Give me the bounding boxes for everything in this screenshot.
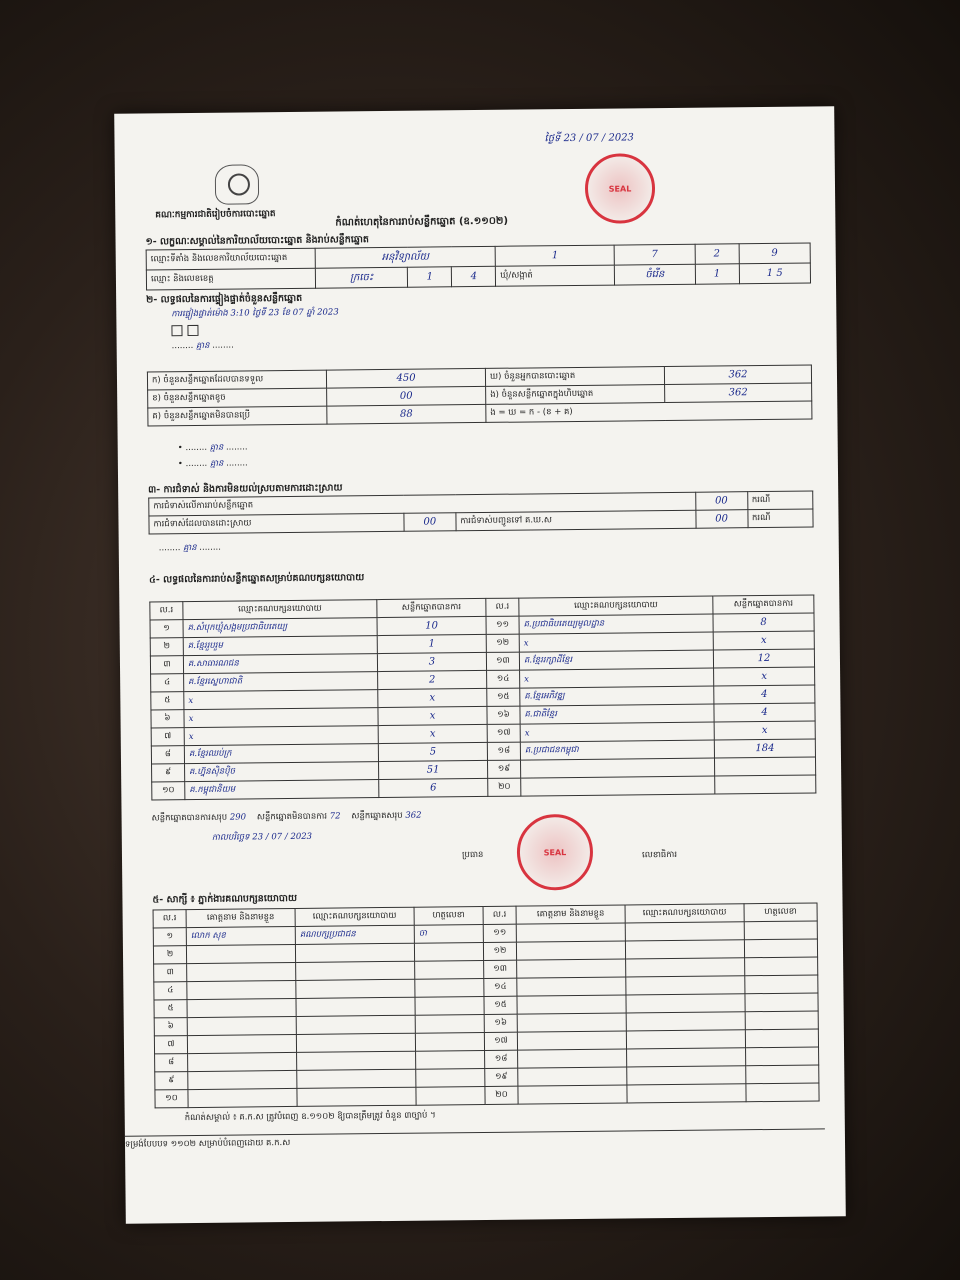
witness-no: ១១ xyxy=(483,924,516,942)
checkbox-checked xyxy=(171,325,182,336)
witness-sign xyxy=(746,1047,819,1066)
witness-name xyxy=(517,1031,626,1050)
stamp-date: ថ្ងៃទី 23 / 07 / 2023 xyxy=(544,132,634,145)
witness-party xyxy=(296,1015,415,1034)
col-no-header: ល.រ xyxy=(486,598,519,616)
vote-count: 2 xyxy=(378,670,487,689)
section1-row3-label: ឃុំ/សង្កាត់ xyxy=(496,265,615,286)
witness-sign xyxy=(744,939,817,958)
section2-time-line: ការផ្ទៀងផ្ទាត់ម៉ោង 3:10 ថ្ងៃទី 23 ខែ 07 ឆ្នាំ 2023 xyxy=(171,307,339,320)
witness-no: ៣ xyxy=(154,964,187,982)
witness-name xyxy=(187,980,296,999)
witness-no: ១៩ xyxy=(485,1068,518,1086)
vote-party: គ.សាធារណជន xyxy=(183,654,377,674)
witness-party xyxy=(626,994,745,1013)
witness-sign xyxy=(745,975,818,994)
witness-party xyxy=(296,961,415,980)
witness-party xyxy=(627,1048,746,1067)
witness-party xyxy=(627,1066,746,1085)
vote-no: ១២ xyxy=(486,634,519,652)
vote-party: គ.ខ្មែររួបរួម xyxy=(183,636,377,656)
row-e-value: 362 xyxy=(665,383,812,403)
vote-party: គ.ខ្មែរស្នេហាជាតិ xyxy=(184,672,378,692)
witness-sign xyxy=(746,1083,819,1102)
vote-party: គ.ខ្មែររក្សាដីខ្មែរ xyxy=(519,650,713,670)
witness-no: ២ xyxy=(153,946,186,964)
witness-party xyxy=(626,976,745,995)
witness-name xyxy=(517,1013,626,1032)
vote-no: ៧ xyxy=(151,728,184,746)
witness-party xyxy=(626,958,745,977)
vote-party: គ.ហ្វ៊ុនស៊ិនប៉ិច xyxy=(185,762,379,782)
national-emblem-icon xyxy=(215,164,259,204)
witness-name xyxy=(187,962,296,981)
row3-digit: 1 xyxy=(695,264,739,284)
vote-no: ១៤ xyxy=(487,670,520,688)
witness-party xyxy=(296,997,415,1016)
col-party-header: ឈ្មោះគណបក្សនយោបាយ xyxy=(295,907,414,926)
section1-row2-value: ក្រចេះ xyxy=(315,267,408,288)
vote-count: x xyxy=(714,721,815,740)
vote-count: x xyxy=(378,706,487,725)
section4-title: ៤- លទ្ធផលនៃការរាប់សន្លឹកឆ្នោតសម្រាប់គណបក្សនយោបាយ xyxy=(149,572,365,586)
vote-no: ១ xyxy=(150,620,183,638)
witness-no: ២០ xyxy=(485,1086,518,1104)
red-seal-bottom: SEAL xyxy=(517,814,594,891)
president-label: ប្រធាន xyxy=(461,849,484,861)
witness-sign xyxy=(745,993,818,1012)
col-votes-header: សន្លឹកឆ្នោតបានការ xyxy=(377,598,486,617)
witness-name xyxy=(188,1088,297,1107)
witness-no: ១៧ xyxy=(484,1032,517,1050)
col-party-header: ឈ្មោះគណបក្សនយោបាយ xyxy=(625,904,744,923)
section2-title: ២- លទ្ធផលនៃការផ្ទៀងផ្ទាត់ចំនួនសន្លឹកឆ្នោត xyxy=(146,292,303,306)
witness-name: លោក សុខ xyxy=(186,926,295,945)
witness-no: ១៤ xyxy=(484,978,517,996)
witness-name xyxy=(517,977,626,996)
remark-line-2: • ........ គ្មាន ........ xyxy=(177,458,248,470)
witness-party xyxy=(625,922,744,941)
code-digit: 9 xyxy=(739,243,811,264)
row-d-label: ឃ) ចំនួនអ្នកបានបោះឆ្នោត xyxy=(485,367,664,387)
witness-name xyxy=(517,959,626,978)
row-b-label: ខ) ចំនួនសន្លឹកឆ្នោតខូច xyxy=(148,388,327,408)
remark-line-1: • ........ គ្មាន ........ xyxy=(177,442,248,454)
vote-party: គ.សំបុកឃ្មុំសង្គមប្រជាធិបតេយ្យ xyxy=(183,618,377,638)
vote-party: គ.ជាតិខ្មែរ xyxy=(520,704,714,724)
vote-party: គ.ប្រជាជនកម្ពុជា xyxy=(520,740,714,760)
section3-note-line: ........ គ្មាន ........ xyxy=(158,542,221,554)
footer-note: កំណត់សម្គាល់ ៖ គ.ក.ស ត្រូវបំពេញ ឧ.១១០២ ឱ្យបានត្រឹមត្រូវ ចំនួន ៣ច្បាប់ ។ xyxy=(184,1110,436,1124)
vote-count: 4 xyxy=(714,703,815,722)
vote-party: x xyxy=(184,690,378,710)
vote-count: 184 xyxy=(714,739,815,758)
section1-title: ១- លក្ខណៈសម្គាល់នៃការិយាល័យបោះឆ្នោត និងរាប់សន្លឹកឆ្នោត xyxy=(145,234,369,248)
witness-name xyxy=(517,995,626,1014)
vote-party: x xyxy=(520,668,714,688)
witness-party xyxy=(626,1030,745,1049)
vote-count: 3 xyxy=(377,652,486,671)
witness-sign xyxy=(416,1068,485,1087)
vote-party: គ.ខ្មែរអភិវឌ្ឍ xyxy=(520,686,714,706)
secretary-label: លេខាធិការ xyxy=(641,849,678,861)
section2-note-line: ........ គ្មាន ........ xyxy=(171,340,234,352)
witness-no: ១៨ xyxy=(485,1050,518,1068)
vote-no: ១៧ xyxy=(487,724,520,742)
witness-sign xyxy=(416,1086,485,1105)
unit-label: ករណី xyxy=(747,509,813,528)
witness-no: ១៣ xyxy=(484,960,517,978)
vote-no: ២ xyxy=(150,638,183,656)
section1-row2-label: ឈ្មោះ និងលេខខេត្ត xyxy=(146,268,315,290)
section1-row3-value: ចំរើន xyxy=(615,264,695,285)
vote-no: ១៦ xyxy=(487,706,520,724)
witness-sign xyxy=(745,1029,818,1048)
witness-sign xyxy=(746,1065,819,1084)
witness-no: ៩ xyxy=(155,1072,188,1090)
col-votes-header: សន្លឹកឆ្នោតបានការ xyxy=(713,595,814,614)
section3-table xyxy=(148,491,813,535)
witness-name xyxy=(187,1034,296,1053)
vote-count: 8 xyxy=(713,613,814,632)
witness-sign xyxy=(415,1032,484,1051)
col-party-header: ឈ្មោះគណបក្សនយោបាយ xyxy=(183,600,377,620)
witness-no: ១០ xyxy=(155,1090,188,1108)
row-c-value: 88 xyxy=(327,404,486,424)
witness-name xyxy=(188,1052,297,1071)
witness-no: ១៦ xyxy=(484,1014,517,1032)
vote-party xyxy=(520,758,714,778)
vote-no: ១៣ xyxy=(486,652,519,670)
row-c-label: គ) ចំនួនសន្លឹកឆ្នោតមិនបានប្រើ xyxy=(148,406,327,426)
vote-count: 10 xyxy=(377,616,486,635)
vote-no: ១៥ xyxy=(487,688,520,706)
witness-sign xyxy=(415,960,484,979)
col-no-header: ល.រ xyxy=(153,910,186,928)
section2-checkbox-line xyxy=(171,325,199,336)
vote-no: ៩ xyxy=(152,764,185,782)
vote-count xyxy=(715,775,816,794)
vote-party xyxy=(521,776,715,796)
vote-no: ១១ xyxy=(486,616,519,634)
witness-sign xyxy=(416,1050,485,1069)
witness-no: ៨ xyxy=(155,1054,188,1072)
vote-count xyxy=(714,757,815,776)
witness-name xyxy=(188,1070,297,1089)
vote-party: គ.ប្រជាធិបតេយ្យមូលដ្ឋាន xyxy=(519,614,713,634)
section1-row1-label: ឈ្មោះទីតាំង និងលេខការិយាល័យបោះឆ្នោត xyxy=(146,248,315,270)
footer-form-note: ទម្រង់បែបបទ ១១០២ សម្រាប់បំពេញដោយ គ.ក.ស xyxy=(125,1128,825,1151)
form-title: កំណត់ហេតុនៃការរាប់សន្លឹកឆ្នោត (ឧ.១១០២) xyxy=(335,215,509,229)
vote-count: 51 xyxy=(379,760,488,779)
vote-count: x xyxy=(713,631,814,650)
objection-row2-label: ការជំទាស់ដែលបានដោះស្រាយ xyxy=(149,513,404,534)
witness-name xyxy=(518,1085,627,1104)
witness-no: ១២ xyxy=(483,942,516,960)
section5-title: ៥- សាក្សី ៖ ភ្នាក់ងារគណបក្សនយោបាយ xyxy=(152,892,298,906)
col-name-header: គោត្តនាម និងនាមខ្លួន xyxy=(516,905,625,924)
unit-label: ករណី xyxy=(747,491,813,510)
objection-row3-value: 00 xyxy=(696,510,748,529)
witness-table xyxy=(153,902,820,1108)
objection-row3-label: ការជំទាស់បញ្ជូនទៅ គ.ឃ.ស xyxy=(456,510,696,531)
section1-table xyxy=(146,243,811,291)
witness-name xyxy=(518,1067,627,1086)
formula: ង = ឃ = ក - (ខ + គ) xyxy=(486,401,812,422)
witness-no: ១ xyxy=(153,928,186,946)
witness-party xyxy=(297,1087,416,1106)
vote-no: ១៨ xyxy=(487,742,520,760)
witness-sign xyxy=(414,942,483,961)
witness-party xyxy=(627,1084,746,1103)
vote-count: x xyxy=(378,688,487,707)
code-digit: 7 xyxy=(614,244,694,265)
vote-party: x xyxy=(520,722,714,742)
vote-count: 1 xyxy=(377,634,486,653)
col-name-header: គោត្តនាម និងនាមខ្លួន xyxy=(186,908,295,927)
vote-count: 6 xyxy=(379,778,488,797)
witness-party xyxy=(295,943,414,962)
witness-party xyxy=(297,1051,416,1070)
witness-name xyxy=(186,944,295,963)
vote-party: គ.ខ្មែរឈប់ក្រ xyxy=(184,744,378,764)
witness-name xyxy=(187,1016,296,1035)
code-digit: 1 xyxy=(495,245,614,266)
vote-no: ៨ xyxy=(151,746,184,764)
vote-count: x xyxy=(714,667,815,686)
objection-row1-label: ការជំទាស់លើការរាប់សន្លឹកឆ្នោត xyxy=(149,492,696,516)
witness-no: ៧ xyxy=(154,1036,187,1054)
witness-party xyxy=(626,1012,745,1031)
section3-title: ៣- ការជំទាស់ និងការមិនយល់ស្របតាមការដោះស្រាយ xyxy=(148,482,343,496)
witness-party xyxy=(296,979,415,998)
section1-row1-value: អនុវិទ្យាល័យ xyxy=(315,246,496,268)
row-e-label: ង) ចំនួនសន្លឹកឆ្នោតក្នុងហិបឆ្នោត xyxy=(486,385,665,405)
witness-sign xyxy=(745,1011,818,1030)
witness-no: ៥ xyxy=(154,1000,187,1018)
row-a-value: 450 xyxy=(326,368,485,388)
col-no-header: ល.រ xyxy=(483,906,516,924)
vote-no: ៣ xyxy=(150,656,183,674)
witness-no: ១៥ xyxy=(484,996,517,1014)
vote-count: 12 xyxy=(713,649,814,668)
vote-no: ៦ xyxy=(151,710,184,728)
witness-no: ៦ xyxy=(154,1018,187,1036)
vote-no: ៥ xyxy=(151,692,184,710)
vote-party: x xyxy=(184,708,378,728)
witness-name xyxy=(518,1049,627,1068)
witness-sign xyxy=(415,996,484,1015)
document-page xyxy=(114,106,846,1223)
col-sign-header: ហត្ថលេខា xyxy=(414,906,483,925)
vote-party: x xyxy=(519,632,713,652)
row-b-value: 00 xyxy=(327,386,486,406)
vote-party: គ.កម្ពុជានិយម xyxy=(185,780,379,800)
witness-party xyxy=(297,1069,416,1088)
witness-sign xyxy=(744,921,817,940)
witness-name xyxy=(516,923,625,942)
col-party-header: ឈ្មោះគណបក្សនយោបាយ xyxy=(519,596,713,616)
row-a-label: ក) ចំនួនសន្លឹកឆ្នោតដែលបានទទួល xyxy=(147,370,326,390)
vote-no: ៤ xyxy=(151,674,184,692)
witness-name xyxy=(187,998,296,1017)
witness-party xyxy=(296,1033,415,1052)
checkbox xyxy=(188,325,199,336)
objection-row1-value: 00 xyxy=(695,492,747,511)
vote-count: x xyxy=(378,724,487,743)
vote-party: x xyxy=(184,726,378,746)
witness-sign xyxy=(745,957,818,976)
col-no-header: ល.រ xyxy=(150,602,183,620)
organization-name: គណៈកម្មការជាតិរៀបចំការបោះឆ្នោត xyxy=(155,209,276,221)
witness-party xyxy=(625,940,744,959)
vote-no: ១០ xyxy=(152,782,185,800)
vote-count: 4 xyxy=(714,685,815,704)
row-d-value: 362 xyxy=(664,365,811,385)
objection-row2-value: 00 xyxy=(404,513,456,532)
vote-count: 5 xyxy=(378,742,487,761)
col-sign-header: ហត្ថលេខា xyxy=(744,903,817,922)
vote-summary-line: សន្លឹកឆ្នោតបានការសរុប 290 សន្លឹកឆ្នោតមិនបានការ 72 សន្លឹកឆ្នោតសរុប 362 xyxy=(151,810,422,824)
row3-digits: 1 5 xyxy=(739,263,811,284)
witness-sign: ចា xyxy=(414,924,483,943)
witness-no: ៤ xyxy=(154,982,187,1000)
vote-no: ១៩ xyxy=(487,760,520,778)
witness-name xyxy=(516,941,625,960)
witness-sign xyxy=(415,978,484,997)
witness-party: គណបក្សប្រជាជន xyxy=(295,925,414,944)
vote-no: ២០ xyxy=(488,778,521,796)
code-digit: 2 xyxy=(695,244,739,264)
red-seal-top: SEAL xyxy=(585,153,656,224)
signing-date: កាលបរិច្ឆេទ 23 / 07 / 2023 xyxy=(211,831,313,843)
section2-table xyxy=(147,365,813,427)
witness-sign xyxy=(415,1014,484,1033)
votes-table xyxy=(149,594,816,800)
row2-digit: 4 xyxy=(452,266,496,286)
row2-digit: 1 xyxy=(408,267,452,287)
